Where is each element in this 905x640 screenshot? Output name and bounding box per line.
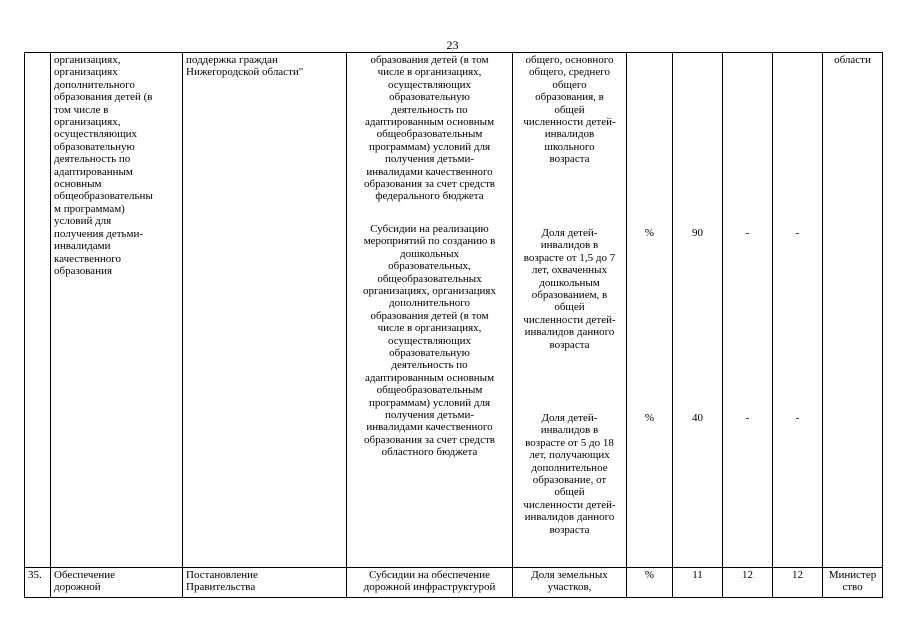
value: - (795, 412, 800, 424)
indicator-text: Доля детей- инвалидов в возрасте от 1,5 до 7 лет, охваченных дошкольным образованием, в общей численности детей- инвалидов данного возраста (523, 227, 616, 351)
value: - (795, 227, 800, 239)
unit-cell (627, 53, 673, 568)
unit-value: % (644, 412, 655, 424)
value-2023-cell: 12 (723, 568, 773, 598)
indicators-table (24, 52, 883, 598)
row-number: 35. (25, 568, 51, 598)
legal-basis-cell: поддержка граждан Нижегородской области" (183, 53, 347, 568)
event-text: образования детей (в том числе в организациях, осуществляющих образовательную деятельность по адаптированным основным общеобразовательным программам) условий для получения детьми- инвалидами качественного образования за счет средств федерального бюджета (364, 54, 495, 203)
task-name-cell: организациях, организациях дополнительного образования детей (в том числе в организациях, осуществляющих образовательную деятельность по адаптированным основным общеобразовательны м программам) условий для получения детьми- инвалидами качественного образования (51, 53, 183, 568)
value: - (745, 227, 750, 239)
responsible-cell: Министер ство (823, 568, 883, 598)
table-row (25, 53, 883, 568)
value: 90 (692, 227, 703, 239)
indicator-text: общего, основного общего, среднего общего образования, в общей численности детей- инвалидов школьного возраста (523, 54, 616, 166)
indicators-cell (513, 53, 627, 568)
value-2023-cell (723, 53, 773, 568)
unit-cell: % (627, 568, 673, 598)
value-2024-cell: 12 (773, 568, 823, 598)
value-2022-cell (673, 53, 723, 568)
event-text: Субсидии на реализацию мероприятий по созданию в дошкольных образовательных, общеобразовательных организациях, организациях дополнительного образования детей (в том числе в организациях, осуществляющих образовательную деятельность по адаптированным основным общеобразовательным программам) условий для получения детьми- инвалидами качественного образования за счет средств областного бюджета (363, 222, 496, 459)
value: - (745, 412, 750, 424)
value-2024-cell (773, 53, 823, 568)
indicator-text: Доля детей- инвалидов в возрасте от 5 до 18 лет, получающих дополнительное образование, от общей численности детей- инвалидов данного возраста (523, 412, 616, 536)
events-cell: Субсидии на обеспечение дорожной инфраструктурой (347, 568, 513, 598)
row-number (25, 53, 51, 568)
responsible-cell: области (823, 53, 883, 568)
unit-value: % (644, 227, 655, 239)
page-number: 23 (446, 38, 459, 52)
legal-basis-cell: Постановление Правительства (183, 568, 347, 598)
value: 40 (692, 412, 703, 424)
events-cell (347, 53, 513, 568)
value-2022-cell: 11 (673, 568, 723, 598)
table-row (25, 568, 883, 598)
indicators-cell: Доля земельных участков, (513, 568, 627, 598)
task-name-cell: Обеспечение дорожной (51, 568, 183, 598)
